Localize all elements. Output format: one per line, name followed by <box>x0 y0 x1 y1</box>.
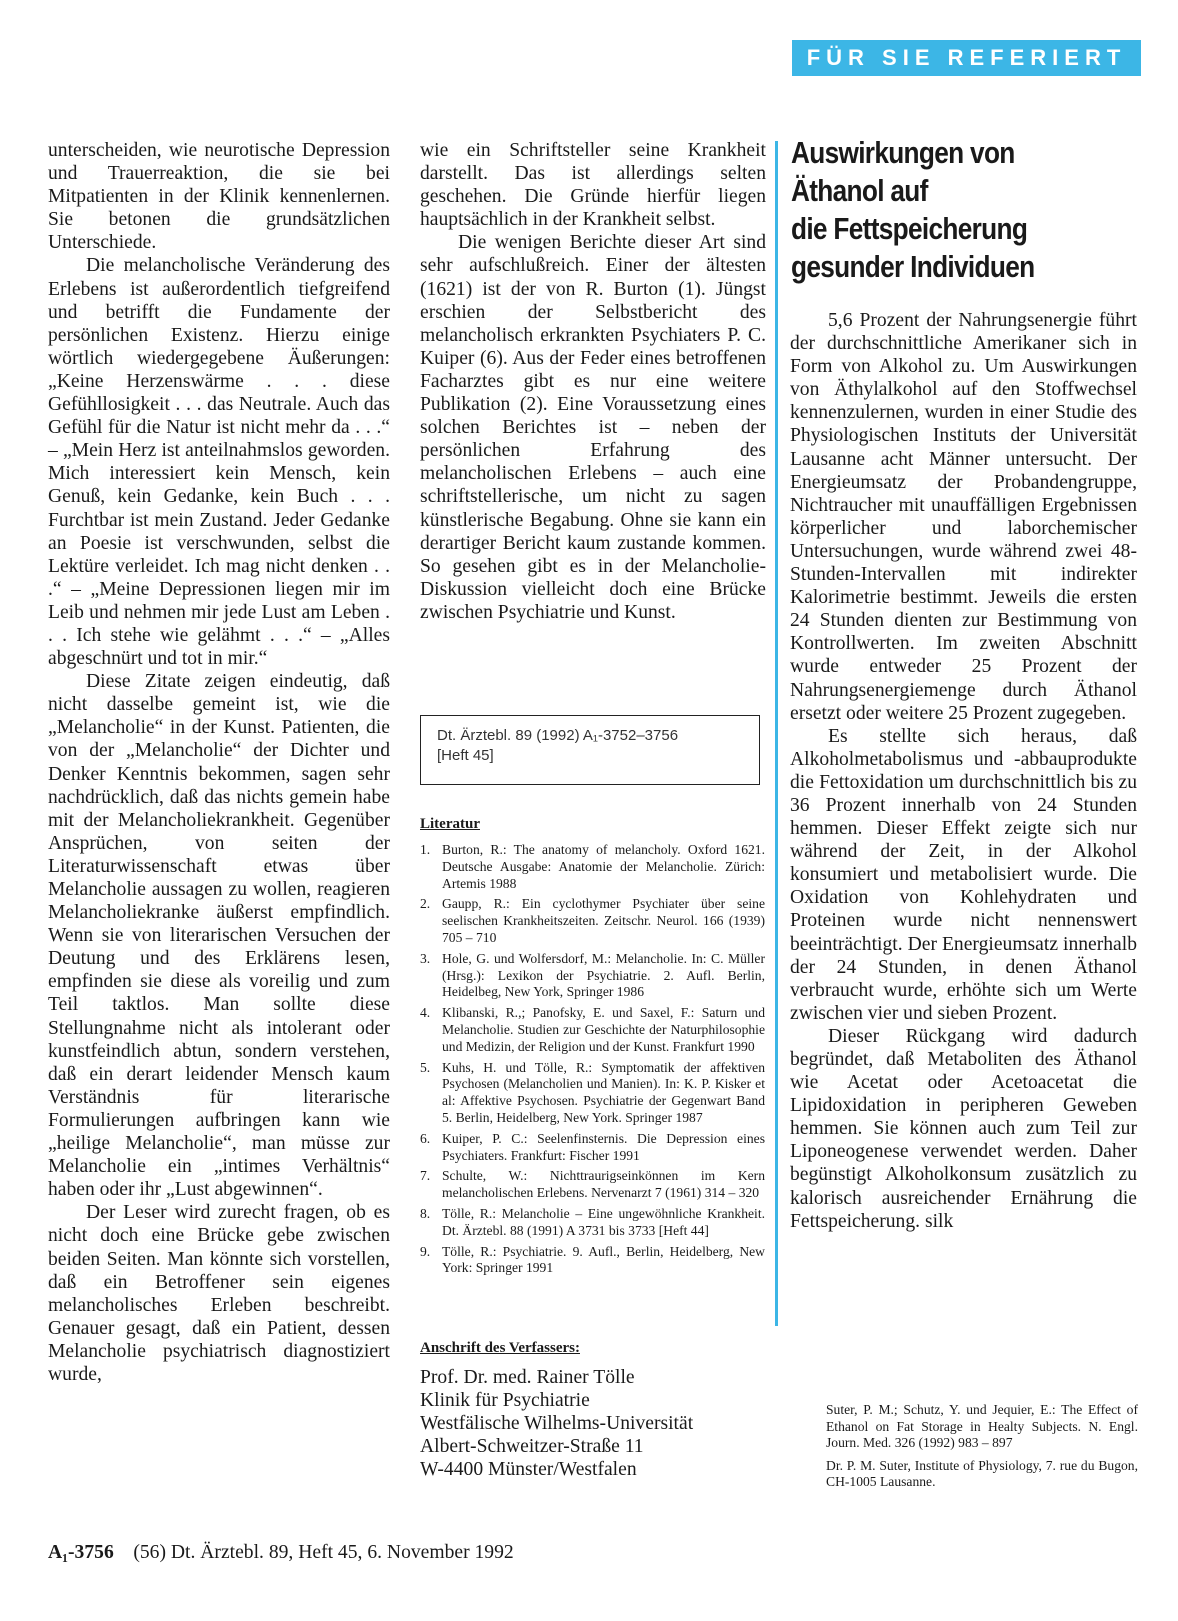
paragraph: Diese Zitate zeigen eindeutig, daß nicht dasselbe gemeint ist, wie die „Melancholie“ in der Kunst. Patienten, die von der „Melancholie“ der Dichter und Denker Kenntnis bekommen, sagen sehr nachdrücklich, daß das nichts gemein habe mit der Melancholiekrankheit. Gegenüber Ansprüchen, von seiten der Literaturwissenschaft etwas über Melancholie aussagen zu wollen, reagieren Melancholiekranke äußerst empfindlich. Wenn sie von literarischen Versuchen der Deutung und des Erklärens lesen, empfinden sie diese als voreilig und zum Teil taktlos. Man sollte diese Stellungnahme nicht als intolerant oder kunstfeindlich abtun, sondern verstehen, daß ein derart leidender Mensch kaum Verständnis für literarische Formulierungen aufbringen kann wie „heilige Melancholie“, man müsse zur Melancholie ein „intimes Verhältnis“ haben oder ihr „Lust abgewinnen“. <box>48 671 390 1201</box>
address-line: Prof. Dr. med. Rainer Tölle <box>420 1367 635 1388</box>
literature-item: 5. Kuhs, H. und Tölle, R.: Symptomatik der affektiven Psychosen (Melancholien und Manien). In: K. P. Kisker et al: Affektive Psychosen. Psychiatrie der Gegenwart Band 5. Berlin, Heidelberg, New York. Springer 1987 <box>420 1059 765 1125</box>
literature-item: 3. Hole, G. und Wolfersdorf, M.: Melancholie. In: C. Müller (Hrsg.): Lexikon der Psychiatrie. 2. Aufl. Berlin, Heidelbeg, New York, Springer 1986 <box>420 950 765 1000</box>
address-line: W-4400 Münster/Westfalen <box>420 1459 637 1480</box>
article-headline: Auswirkungen von Äthanol auf die Fettspeicherung gesunder Individuen <box>791 136 1035 284</box>
literature-item: 1. Burton, R.: The anatomy of melancholy. Oxford 1621. Deutsche Ausgabe: Anatomie der Melancholie. Zürich: Artemis 1988 <box>420 842 765 891</box>
paragraph: wie ein Schriftsteller seine Krankheit darstellt. Das ist allerdings selten geschehen. Die Gründe hierfür liegen hauptsächlich in der Krankheit selbst. <box>420 140 766 231</box>
literature-heading: Literatur <box>420 816 480 832</box>
paragraph: unterscheiden, wie neurotische Depression und Trauerreaktion, die sie bei Mitpatienten in der Klinik kennenlernen. Sie betonen die grundsätzlichen Unterschiede. <box>48 140 390 254</box>
address-line: Klinik für Psychiatrie <box>420 1390 590 1411</box>
source-contact: Dr. P. M. Suter, Institute of Physiology, 7. rue du Bugon, CH-1005 Lausanne. <box>826 1457 1138 1489</box>
literature-list <box>420 842 765 1281</box>
literature-item: 7. Schulte, W.: Nichttraurigseinkönnen im Kern melancholischen Erlebens. Nervenarzt 7 (1961) 314 – 320 <box>420 1168 765 1201</box>
paragraph: Der Leser wird zurecht fragen, ob es nicht doch eine Brücke gebe zwischen beiden Seiten. Man könnte sich vorstellen, daß ein Betroffener sein eigenes melancholisches Erleben beschreibt. Genauer gesagt, daß ein Patient, dessen Melancholie psychiatrisch diagnostiziert wurde, <box>48 1202 390 1385</box>
section-banner: FÜR SIE REFERIERT <box>792 40 1141 76</box>
paragraph: Die wenigen Berichte dieser Art sind sehr aufschlußreich. Einer der ältesten (1621) ist der von R. Burton (1). Jüngst erschien der Selbstbericht des melancholisch erkrankten Psychiaters P. C. Kuiper (6). Aus der Feder eines betroffenen Facharztes gibt es nur eine weitere Publikation (2). Eine Voraussetzung eines solchen Berichtes ist – neben der persönlichen Erfahrung des melancholischen Erlebens – auch eine schriftstellerische, um nicht zu sagen künstlerische Begabung. Ohne sie kann ein derartiger Bericht kaum zustande kommen. So gesehen gibt es in der Melancholie-Diskussion vielleicht doch eine Brücke zwischen Psychiatrie und Kunst. <box>420 232 766 623</box>
column-2 <box>420 139 766 624</box>
address-line: Albert-Schweitzer-Straße 11 <box>420 1436 644 1457</box>
literature-item: 8. Tölle, R.: Melancholie – Eine ungewöhnliche Krankheit. Dt. Ärztebl. 88 (1991) A 3731 bis 3733 [Heft 44] <box>420 1205 765 1238</box>
page-footer <box>48 1542 514 1564</box>
column-1 <box>48 139 390 1386</box>
source-reference: Suter, P. M.; Schutz, Y. und Jequier, E.: The Effect of Ethanol on Fat Storage in Healty Subjects. N. Engl. Journ. Med. 326 (1992) 983 – 897 <box>826 1402 1138 1450</box>
article-source <box>826 1402 1138 1497</box>
citation-line: [Heft 45] <box>437 747 494 764</box>
paragraph: Die melancholische Veränderung des Erlebens ist außerordentlich tiefgreifend und betrifft die Fundamente der persönlichen Existenz. Hierzu einige wörtlich wiedergegebene Äußerungen: „Keine Herzenswärme . . . diese Gefühllosigkeit . . . das Neutrale. Auch das Gefühl für die Natur ist nicht mehr da . . .“ – „Mein Herz ist anteilnahmslos geworden. Mich interessiert kein Mensch, kein Genuß, kein Gedanke, kein Buch . . . Furchtbar ist mein Zustand. Jeder Gedanke an Poesie ist verschwunden, selbst die Lektüre verleidet. Ich mag nicht denken . . .“ – „Meine Depressionen liegen mir im Leib und nehmen mir jede Lust am Leben . . . Ich stehe wie gelähmt . . .“ – „Alles abgeschnürt und tot in mir.“ <box>48 255 390 670</box>
address-line: Westfälische Wilhelms-Universität <box>420 1413 694 1434</box>
citation-box <box>420 715 760 785</box>
literature-item: 9. Tölle, R.: Psychiatrie. 9. Aufl., Berlin, Heidelberg, New York: Springer 1991 <box>420 1243 765 1276</box>
paragraph: Es stellte sich heraus, daß Alkoholmetabolismus und -abbauprodukte die Fettoxidation um durchschnittlich bis zu 36 Prozent innerhalb von 24 Stunden hemmen. Dieser Effekt zeigte sich nur während der Zeit, in der Alkohol konsumiert und metabolisiert wurde. Die Oxidation von Kohlehydraten und Proteinen wurde nicht nennenswert beeinträchtigt. Der Energieumsatz innerhalb der 24 Stunden, in denen Äthanol verbraucht wurde, erhöhte sich um Werte zwischen vier und sieben Prozent. <box>790 725 1137 1024</box>
column-rule <box>775 141 778 1326</box>
journal-info: (56) Dt. Ärztebl. 89, Heft 45, 6. November 1992 <box>133 1542 514 1563</box>
literature-item: 2. Gaupp, R.: Ein cyclothymer Psychiater über seine seelischen Krankheitszeiten. Zeitschr. Neurol. 166 (1939) 705 – 710 <box>420 896 765 945</box>
page-number: A₁-3756 <box>48 1542 114 1563</box>
literature-item: 6. Kuiper, P. C.: Seelenfinsternis. Die Depression eines Psychiaters. Frankfurt: Fischer 1991 <box>420 1130 765 1163</box>
paragraph: Dieser Rückgang wird dadurch begründet, daß Metaboliten des Äthanol wie Acetat oder Acetoacetat die Lipidoxidation in peripheren Geweben hemmen. Sie können auch zum Teil zur Liponeogenese verwendet werden. Daher begünstigt Alkoholkonsum zusätzlich zu kalorisch ausreichender Ernährung die Fettspeicherung. silk <box>790 1025 1137 1232</box>
citation-line: Dt. Ärztebl. 89 (1992) A₁-3752–3756 <box>437 727 679 744</box>
address-heading: Anschrift des Verfassers: <box>420 1340 580 1356</box>
article-body <box>790 309 1137 1233</box>
literature-item: 4. Klibanski, R.,; Panofsky, E. und Saxel, F.: Saturn und Melancholie. Studien zur Geschichte der Naturphilosophie und Medizin, der Religion und der Kunst. Frankfurt 1990 <box>420 1005 765 1054</box>
author-address <box>420 1366 693 1481</box>
paragraph: 5,6 Prozent der Nahrungsenergie führt der durchschnittliche Amerikaner sich in Form von Alkohol zu. Um Auswirkungen von Äthylalkohol auf den Stoffwechsel kennenzulernen, wurden in einer Studie des Physiologischen Instituts der Universität Lausanne acht Männer untersucht. Der Energieumsatz der Probandengruppe, Nichtraucher mit unauffälligen Ergebnissen körperlicher und laborchemischer Untersuchungen, wurde während zwei 48-Stunden-Intervallen mit indirekter Kalorimetrie bestimmt. Jeweils die ersten 24 Stunden dienten zur Bestimmung von Kontrollwerten. Im zweiten Abschnitt wurde entweder 25 Prozent der Nahrungsenergiemenge durch Äthanol ersetzt oder weitere 25 Prozent zugegeben. <box>790 310 1137 724</box>
